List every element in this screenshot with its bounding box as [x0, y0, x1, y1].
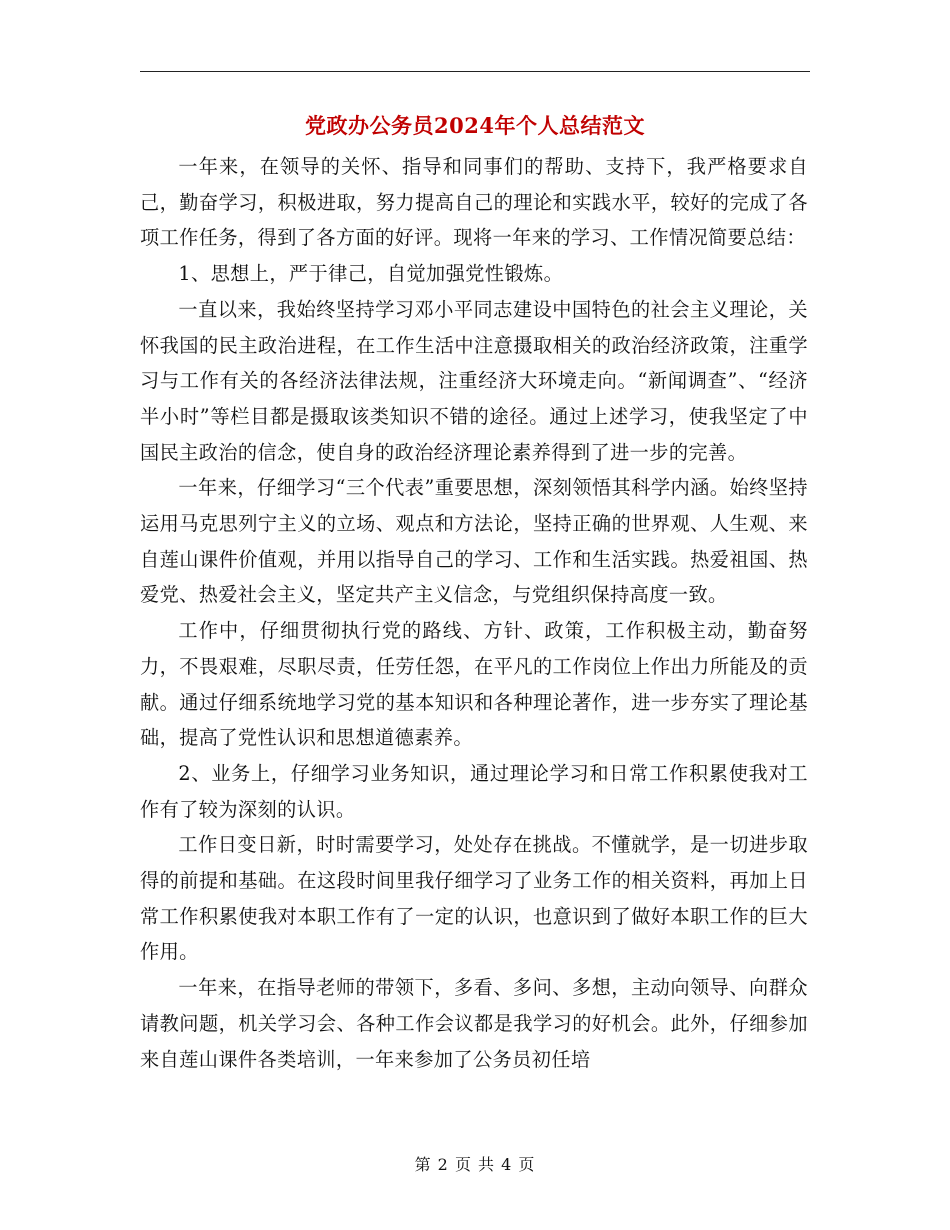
- body-paragraph: 一年来，仔细学习“三个代表”重要思想，深刻领悟其科学内涵。始终坚持运用马克思列宁主义的立场、观点和方法论，坚持正确的世界观、人生观、来自莲山课件价值观，并用以指导自己的学习、工作和生活实践。热爱祖国、热爱党、热爱社会主义，坚定共产主义信念，与党组织保持高度一致。: [140, 476, 808, 607]
- section-heading: 1、思想上，严于律己，自觉加强党性锻炼。: [178, 262, 564, 286]
- header-rule: [140, 71, 810, 72]
- page-number: 第 2 页 共 4 页: [414, 1155, 536, 1174]
- document-body: [140, 149, 808, 1077]
- section-heading: 2、业务上，仔细学习业务知识，通过理论学习和日常工作积累使我对工作有了较为深刻的认识。: [140, 761, 808, 821]
- body-paragraph: 工作中，仔细贯彻执行党的路线、方针、政策，工作积极主动，勤奋努力，不畏艰难，尽职尽责，任劳任怨，在平凡的工作岗位上作出力所能及的贡献。通过仔细系统地学习党的基本知识和各种理论著作，进一步夯实了理论基础，提高了党性认识和思想道德素养。: [140, 619, 808, 750]
- body-paragraph: 工作日变日新，时时需要学习，处处存在挑战。不懂就学，是一切进步取得的前提和基础。在这段时间里我仔细学习了业务工作的相关资料，再加上日常工作积累使我对本职工作有了一定的认识，也意识到了做好本职工作的巨大作用。: [140, 833, 808, 964]
- body-paragraph: 一直以来，我始终坚持学习邓小平同志建设中国特色的社会主义理论，关怀我国的民主政治进程，在工作生活中注意摄取相关的政治经济政策，注重学习与工作有关的各经济法律法规，注重经济大环境走向。“新闻调查”、“经济半小时”等栏目都是摄取该类知识不错的途径。通过上述学习，使我坚定了中国民主政治的信念，使自身的政治经济理论素养得到了进一步的完善。: [140, 297, 808, 464]
- document-title: 党政办公务员2024年个人总结范文: [305, 113, 645, 138]
- body-paragraph: 一年来，在领导的关怀、指导和同事们的帮助、支持下，我严格要求自己，勤奋学习，积极进取，努力提高自己的理论和实践水平，较好的完成了各项工作任务，得到了各方面的好评。现将一年来的学习、工作情况简要总结：: [140, 155, 808, 250]
- body-paragraph: 一年来，在指导老师的带领下，多看、多问、多想，主动向领导、向群众请教问题，机关学习会、各种工作会议都是我学习的好机会。此外，仔细参加来自莲山课件各类培训，一年来参加了公务员初任培: [140, 976, 808, 1071]
